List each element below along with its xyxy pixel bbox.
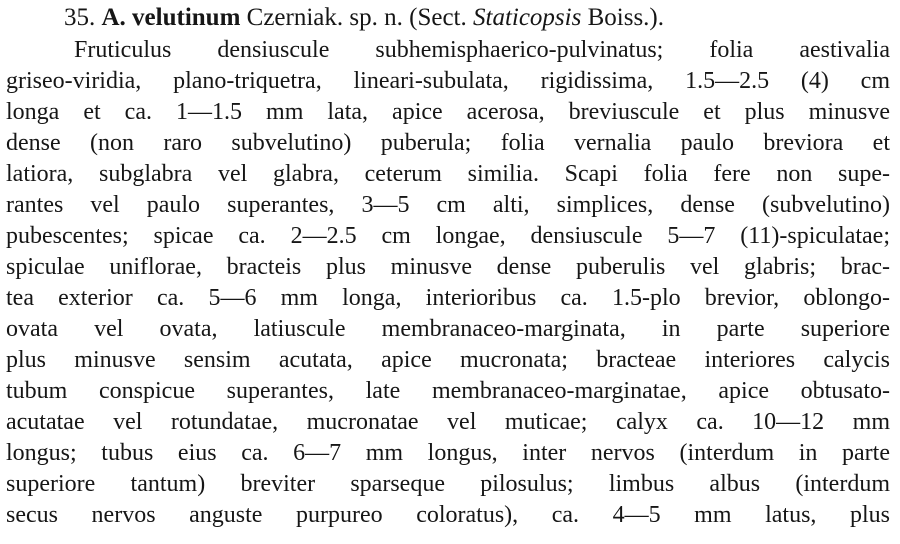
text-line: longus; tubus eius ca. 6—7 mm longus, inter nervos (interdum in parte [6,440,890,466]
text-line: longa et ca. 1—1.5 mm lata, apice acerosa, breviuscule et plus minusve [6,99,890,125]
text-line: Fruticulus densiuscule subhemisphaerico-pulvinatus; folia aestivalia [74,37,890,63]
species-heading [64,0,664,36]
species-author: Czerniak. sp. n. (Sect. [246,4,467,31]
text-line: griseo-viridia, plano-triquetra, lineari-subulata, rigidissima, 1.5—2.5 (4) cm [6,68,890,94]
text-line: acutatae vel rotundatae, mucronatae vel muticae; calyx ca. 10—12 mm [6,409,890,435]
text-line: plus minusve sensim acutata, apice mucronata; bracteae interiores calycis [6,347,890,373]
text-line: latiora, subglabra vel glabra, ceterum similia. Scapi folia fere non supe- [6,161,890,187]
text-line: rantes vel paulo superantes, 3—5 cm alti, simplices, dense (subvelutino) [6,192,890,218]
text-line: ovata vel ovata, latiuscule membranaceo-marginata, in parte superiore [6,316,890,342]
text-line: tubum conspicue superantes, late membranaceo-marginatae, apice obtusato- [6,378,890,404]
section-author: Boiss.). [587,4,664,31]
text-line: spiculae uniflorae, bracteis plus minusve dense puberulis vel glabris; brac- [6,254,890,280]
text-line: superiore tantum) breviter sparseque pilosulus; limbus albus (interdum [6,471,890,497]
text-line: secus nervos anguste purpureo coloratus), ca. 4—5 mm latus, plus [6,502,890,528]
text-line: tea exterior ca. 5—6 mm longa, interioribus ca. 1.5-plo brevior, oblongo- [6,285,890,311]
species-name: A. velutinum [101,4,241,31]
text-line: dense (non raro subvelutino) puberula; folia vernalia paulo breviora et [6,130,890,156]
section-name: Staticopsis [473,4,582,31]
species-number: 35. [64,4,96,31]
text-line: pubescentes; spicae ca. 2—2.5 cm longae, densiuscule 5—7 (11)-spiculatae; [6,223,890,249]
